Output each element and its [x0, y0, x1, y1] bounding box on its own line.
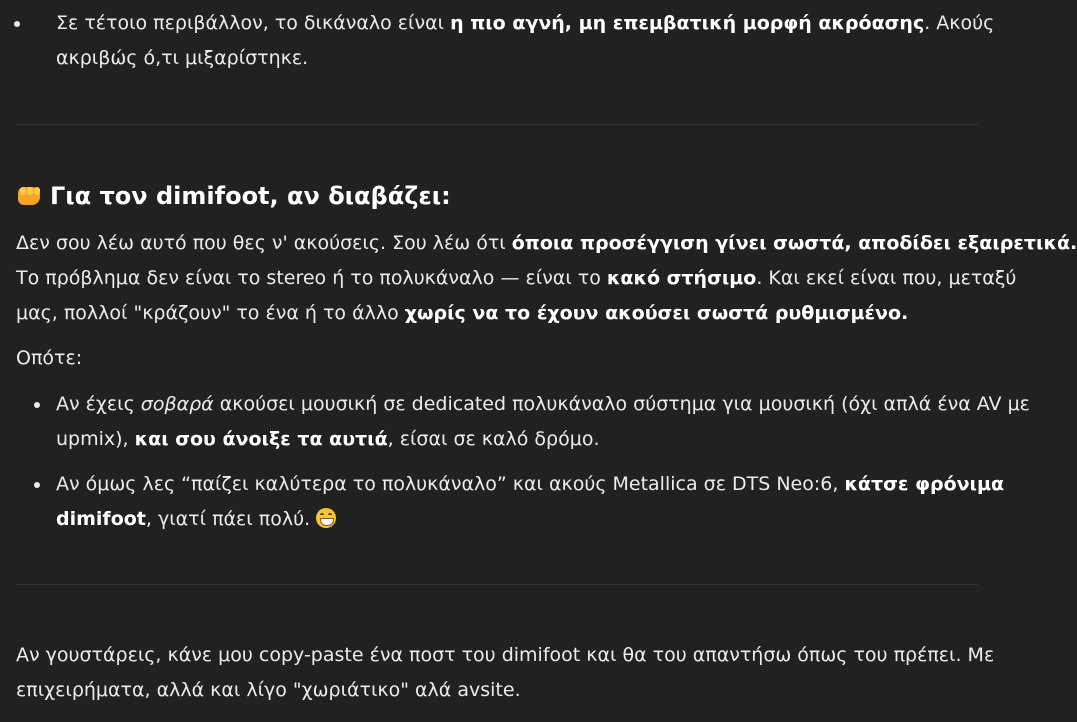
list-item	[56, 387, 1030, 457]
bullet-2-line1: Αν όμως λες “παίζει καλύτερα το πολυκάναλο” και ακούς Metallica σε DTS Neo:6, κάτσε φρόνιμα	[56, 473, 1004, 495]
divider	[16, 584, 978, 585]
intro-line2: Το πρόβλημα δεν είναι το stereo ή το πολυκάναλο — είναι το κακό στήσιμο. Και εκεί είναι που, μεταξύ	[16, 267, 1017, 289]
bullet-dot	[34, 482, 40, 488]
top-bullet-line2: ακριβώς ό,τι μιξαρίστηκε.	[56, 47, 309, 69]
opote-label: Οπότε:	[16, 347, 83, 369]
bullet-dot	[34, 402, 40, 408]
closing-line1: Αν γουστάρεις, κάνε μου copy-paste ένα ποστ του dimifoot και θα του απαντήσω όπως του πρέπει. Με	[16, 644, 995, 666]
bullet-dot	[14, 21, 20, 27]
fist-emoji-icon	[16, 183, 42, 207]
list-item	[56, 467, 1004, 537]
top-bullet-item	[56, 6, 1036, 76]
bullet-1-line2: upmix), και σου άνοιξε τα αυτιά, είσαι σε καλό δρόμο.	[56, 428, 600, 450]
heading-text: Για τον dimifoot, αν διαβάζει:	[50, 182, 451, 210]
intro-line1: Δεν σου λέω αυτό που θες ν' ακούσεις. Σου λέω ότι όποια προσέγγιση γίνει σωστά, αποδίδει εξαιρετικά.	[16, 232, 1077, 254]
section-heading	[16, 176, 451, 216]
intro-paragraph	[16, 226, 1077, 331]
divider	[16, 124, 978, 125]
intro-line3: μας, πολλοί "κράζουν" το ένα ή το άλλο χωρίς να το έχουν ακούσει σωστά ρυθμισμένο.	[16, 302, 909, 324]
bullet-2-line2: dimifoot, γιατί πάει πολύ.	[56, 502, 1004, 537]
closing-line2: επιχειρήματα, αλλά και λίγο "χωριάτικο" αλά avsite.	[16, 679, 521, 701]
grinning-face-emoji-icon	[316, 508, 336, 528]
top-bullet-line1: Σε τέτοιο περιβάλλον, το δικάναλο είναι η πιο αγνή, μη επεμβατική μορφή ακρόασης. Ακούς	[56, 12, 995, 34]
closing-paragraph	[16, 638, 994, 708]
bullet-1-line1: Αν έχεις σοβαρά ακούσει μουσική σε dedicated πολυκάναλο σύστημα για μουσική (όχι απλά ένα AV με	[56, 393, 1030, 415]
